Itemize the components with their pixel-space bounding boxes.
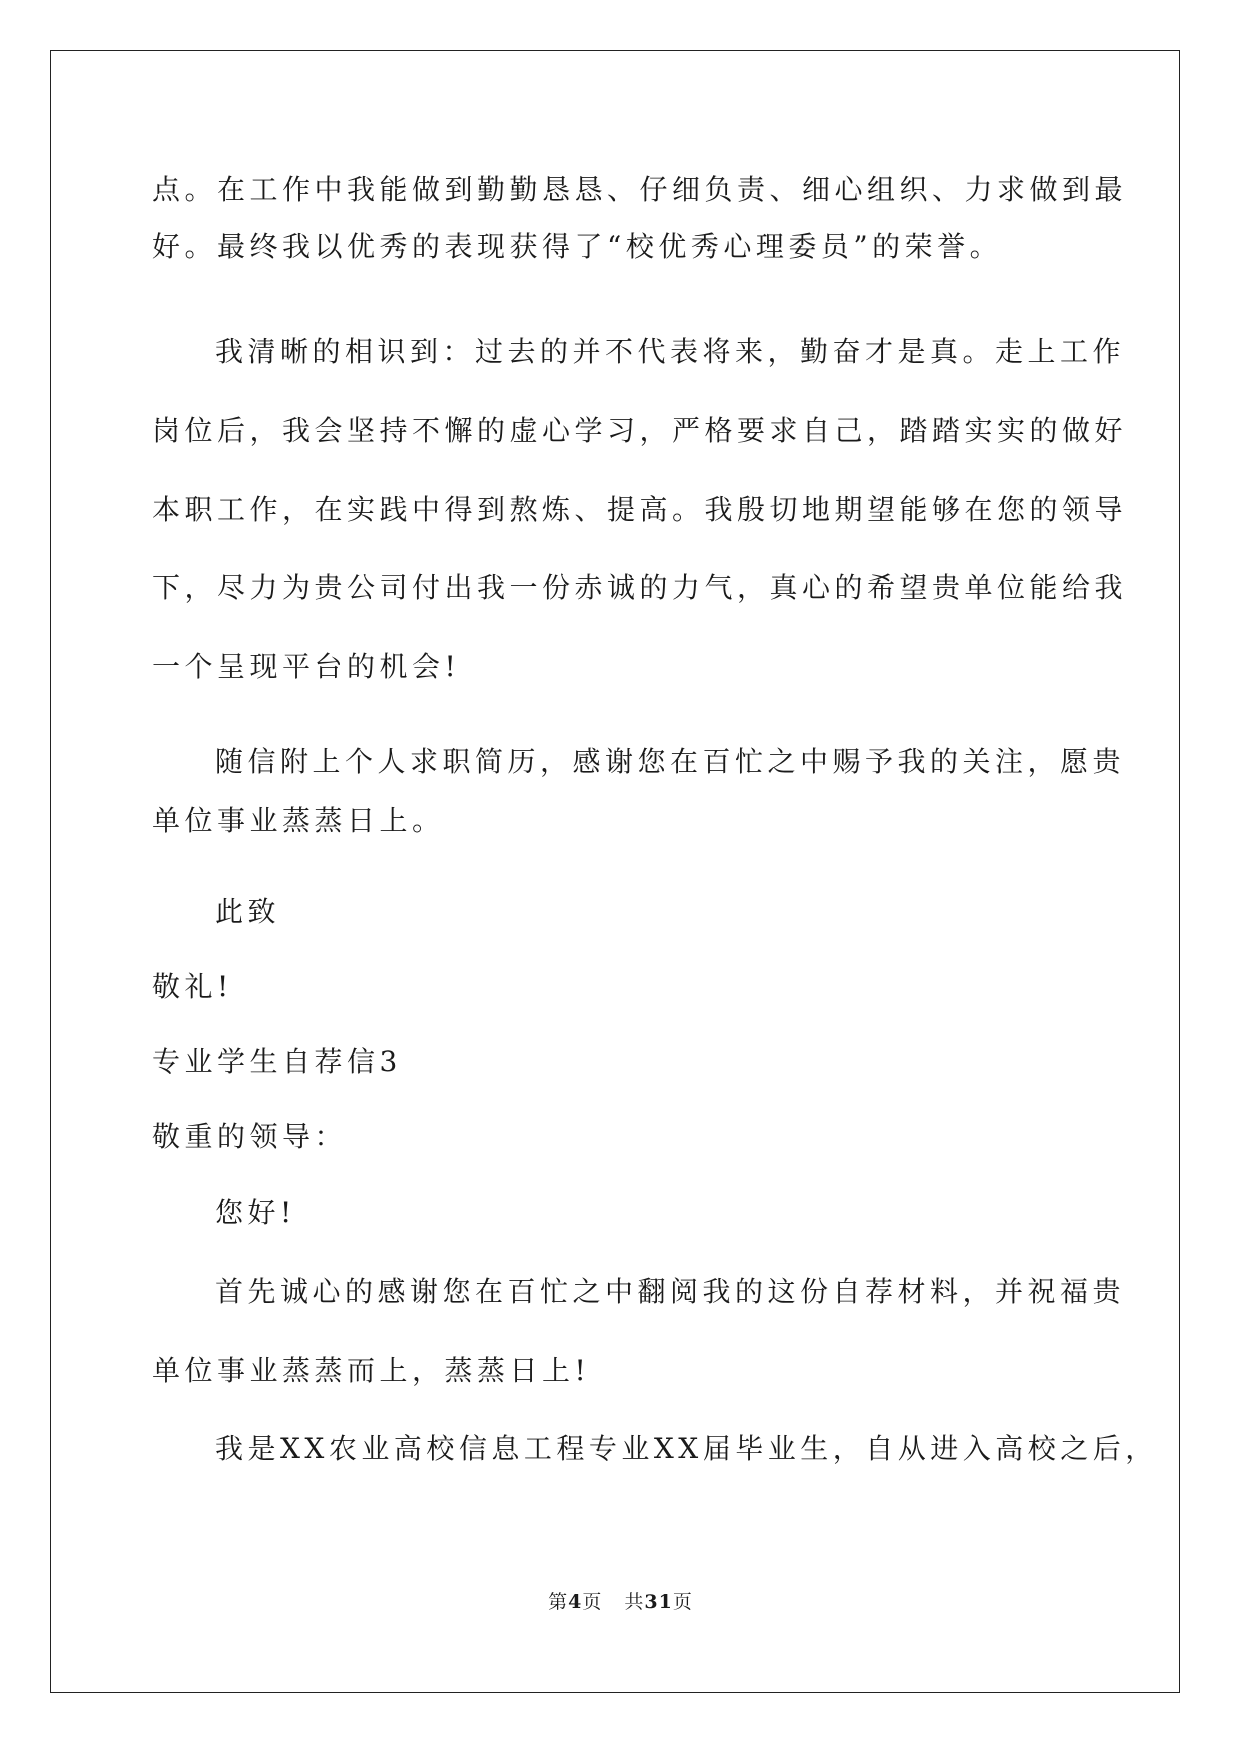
footer-total-unit: 页	[672, 1591, 693, 1613]
current-page-number: 4	[568, 1591, 583, 1613]
total-page-count: 31	[644, 1591, 673, 1613]
body-line: 我是XX农业高校信息工程专业XX届毕业生，自从进入高校之后，	[215, 1432, 1158, 1465]
footer-prefix: 第	[548, 1591, 569, 1613]
footer-page-unit: 页	[582, 1591, 603, 1613]
body-line: 随信附上个人求职简历，感谢您在百忙之中赐予我的关注，愿贵	[215, 745, 1126, 778]
greeting-line: 敬重的领导：	[152, 1120, 348, 1153]
body-line: 单位事业蒸蒸而上，蒸蒸日上!	[152, 1354, 591, 1387]
body-line: 下，尽力为贵公司付出我一份赤诚的力气，真心的希望贵单位能给我	[152, 571, 1128, 604]
body-line: 岗位后，我会坚持不懈的虚心学习，严格要求自己，踏踏实实的做好	[152, 414, 1128, 447]
body-line: 本职工作，在实践中得到熬炼、提高。我殷切地期望能够在您的领导	[152, 493, 1128, 526]
body-line: 好。最终我以优秀的表现获得了“校优秀心理委员”的荣誉。	[152, 230, 1003, 263]
body-line: 首先诚心的感谢您在百忙之中翻阅我的这份自荐材料，并祝福贵	[215, 1275, 1126, 1308]
section-title: 专业学生自荐信3	[152, 1045, 402, 1078]
body-line: 单位事业蒸蒸日上。	[152, 804, 445, 837]
page-footer	[0, 1590, 1241, 1614]
body-line: 我清晰的相识到：过去的并不代表将来，勤奋才是真。走上工作	[215, 335, 1126, 368]
salutation-line: 敬礼!	[152, 970, 233, 1003]
body-line: 点。在工作中我能做到勤勤恳恳、仔细负责、细心组织、力求做到最	[152, 173, 1128, 206]
body-line: 一个呈现平台的机会!	[152, 650, 461, 683]
salutation-line: 此致	[215, 895, 281, 928]
greeting-line: 您好!	[215, 1196, 296, 1229]
footer-total-prefix: 共	[624, 1591, 645, 1613]
